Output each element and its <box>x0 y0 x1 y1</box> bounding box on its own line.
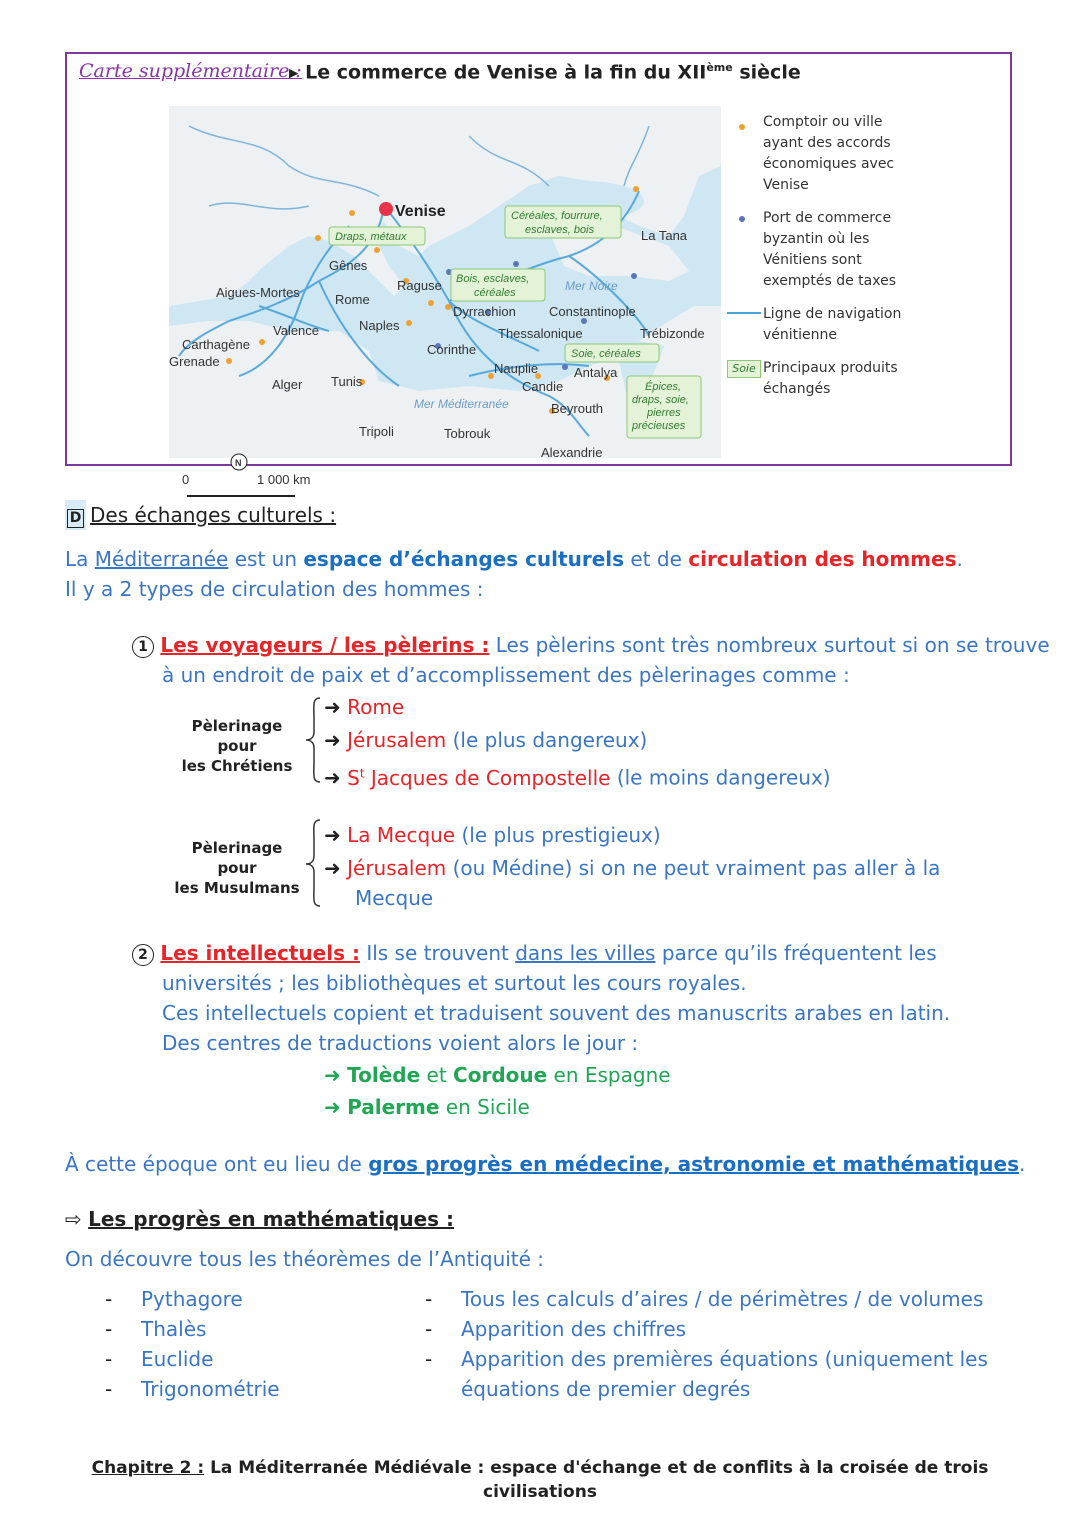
svg-text:Bois, esclaves,: Bois, esclaves, <box>456 273 530 285</box>
route-line-icon <box>727 312 761 314</box>
brace-musulmans <box>304 818 324 908</box>
svg-text:céréales: céréales <box>474 287 516 299</box>
svg-text:N: N <box>235 458 242 468</box>
svg-text:Trébizonde: Trébizonde <box>640 326 705 341</box>
svg-text:Nauplie: Nauplie <box>494 361 539 376</box>
intellectuels-heading: 2 Les intellectuels : Ils se trouvent dans les villes parce qu’ils fréquentent les <box>132 938 937 968</box>
musulmans-item-jerusalem-cont: Mecque <box>355 886 434 910</box>
list-item: - Thalès <box>105 1317 207 1341</box>
svg-text:Gênes: Gênes <box>329 258 368 273</box>
voyageurs-text2: à un endroit de paix et d’accomplissement des pèlerinages comme : <box>162 663 850 687</box>
svg-text:Épices,: Épices, <box>645 381 682 393</box>
math-intro: On découvre tous les théorèmes de l’Antiquité : <box>65 1247 545 1271</box>
progres-intro: À cette époque ont eu lieu de gros progrès en médecine, astronomie et mathématiques. <box>65 1152 1026 1176</box>
svg-text:1 000 km: 1 000 km <box>257 472 311 487</box>
list-item: - Tous les calculs d’aires / de périmètres / de volumes <box>425 1287 984 1311</box>
svg-text:Carthagène: Carthagène <box>182 337 250 352</box>
list-item: - Apparition des chiffres <box>425 1317 687 1341</box>
svg-text:pierres: pierres <box>647 407 681 419</box>
map-scale <box>182 454 310 496</box>
chretiens-item-compostelle: ➜ $S^t$ Jacques de Compostelle (le moins dangereux) <box>324 765 831 790</box>
svg-text:Antalya: Antalya <box>574 365 618 380</box>
svg-text:esclaves, bois: esclaves, bois <box>525 224 595 236</box>
section-d-icon: D <box>67 509 84 528</box>
svg-text:Soie, céréales: Soie, céréales <box>571 348 641 360</box>
legend-ligne: Ligne de navigation vénitienne <box>763 306 902 343</box>
svg-text:précieuses: précieuses <box>632 420 686 432</box>
svg-text:Mer Noire: Mer Noire <box>565 279 618 293</box>
map-label: Carte supplémentaire : <box>79 60 302 82</box>
musulmans-item-mecque: ➜ La Mecque (le plus prestigieux) <box>324 823 661 847</box>
intellectuels-t3: Ces intellectuels copient et traduisent souvent des manuscrits arabes en latin. <box>162 1001 951 1025</box>
section-d-title: D Des échanges culturels : <box>65 500 336 530</box>
svg-text:Naples: Naples <box>359 318 400 333</box>
number-1-icon: 1 <box>132 636 154 658</box>
traduction-centre-espagne: ➜ Tolède et Cordoue en Espagne <box>324 1063 671 1087</box>
section-d-intro: La Méditerranée est un espace d’échanges culturels et de circulation des hommes. <box>65 547 963 571</box>
svg-text:Candie: Candie <box>522 379 564 394</box>
map-frame <box>65 52 1012 487</box>
svg-text:Draps, métaux: Draps, métaux <box>335 231 407 243</box>
list-item: - Pythagore <box>105 1287 243 1311</box>
brace-chretiens <box>304 696 324 784</box>
svg-text:Rome: Rome <box>335 292 370 307</box>
svg-text:Constantinople: Constantinople <box>549 304 636 319</box>
orange-dot-icon <box>739 124 745 130</box>
svg-text:La Tana: La Tana <box>641 228 688 243</box>
musulmans-item-jerusalem: ➜ Jérusalem (ou Médine) si on ne peut vraiment pas aller à la <box>324 856 941 880</box>
list-item: - Trigonométrie <box>105 1377 280 1401</box>
svg-text:Tripoli: Tripoli <box>359 424 394 439</box>
pelerinage-musulmans-label: Pèlerinage pour les Musulmans <box>174 839 300 897</box>
svg-text:Alexandrie: Alexandrie <box>541 445 603 460</box>
svg-text:Tunis: Tunis <box>331 374 363 389</box>
intellectuels-t2: universités ; les bibliothèques et surtout les cours royales. <box>162 971 747 995</box>
double-arrow-icon: ⇨ <box>65 1207 82 1231</box>
chretiens-item-jerusalem: ➜ Jérusalem (le plus dangereux) <box>324 728 648 752</box>
venice-trade-map <box>169 106 721 487</box>
blue-dot-icon <box>739 216 745 222</box>
list-item: équations de premier degrés <box>461 1377 751 1401</box>
svg-text:Corinthe: Corinthe <box>427 342 477 357</box>
svg-text:Valence: Valence <box>273 323 320 338</box>
legend-comptoir: Comptoir ou ville ayant des accords économiques avec Venise <box>763 114 895 193</box>
progres-link: gros progrès en médecine, astronomie et mathématiques <box>368 1152 1019 1176</box>
map-title: ▸ Le commerce de Venise à la fin du XIIème siècle <box>289 61 801 84</box>
svg-text:Raguse: Raguse <box>397 278 442 293</box>
svg-text:Beyrouth: Beyrouth <box>551 401 604 416</box>
svg-text:Grenade: Grenade <box>169 354 220 369</box>
section-d-intro2: Il y a 2 types de circulation des hommes : <box>65 577 484 601</box>
math-title: ⇨ Les progrès en mathématiques : <box>65 1207 455 1231</box>
list-item: - Apparition des premières équations (uniquement les <box>425 1347 988 1371</box>
chretiens-item-rome: ➜ Rome <box>324 695 405 719</box>
legend-produit: Principaux produits échangés <box>763 360 898 397</box>
svg-text:Céréales, fourrure,: Céréales, fourrure, <box>511 210 603 222</box>
svg-text:Alger: Alger <box>272 377 303 392</box>
svg-text:Aigues-Mortes: Aigues-Mortes <box>216 285 300 300</box>
voyageurs-heading: 1 Les voyageurs / les pèlerins : Les pèlerins sont très nombreux surtout si on se trouve <box>132 630 1050 660</box>
math-left-list <box>105 1284 280 1404</box>
svg-text:Venise: Venise <box>395 203 446 220</box>
svg-text:Tobrouk: Tobrouk <box>444 426 491 441</box>
svg-text:Dyrrachion: Dyrrachion <box>453 304 516 319</box>
list-item: - Euclide <box>105 1347 214 1371</box>
number-2-icon: 2 <box>132 944 154 966</box>
page-footer: Chapitre 2 : La Méditerranée Médiévale : espace d'échange et de conflits à la croisée de trois civilisations <box>91 1458 989 1502</box>
svg-text:0: 0 <box>182 472 190 487</box>
svg-text:Thessalonique: Thessalonique <box>498 326 583 341</box>
pelerinage-chretiens-label: Pèlerinage pour les Chrétiens <box>181 717 293 775</box>
legend-port: Port de commerce byzantin où les Vénitiens sont exemptés de taxes <box>763 210 896 289</box>
traduction-centre-sicile: ➜ Palerme en Sicile <box>324 1095 530 1119</box>
math-right-list <box>425 1284 988 1404</box>
svg-text:Mer Méditerranée: Mer Méditerranée <box>414 397 509 411</box>
intellectuels-t4: Des centres de traductions voient alors le jour : <box>162 1031 639 1055</box>
legend-product-tag: Soie <box>727 360 761 378</box>
svg-text:draps, soie,: draps, soie, <box>632 394 689 406</box>
